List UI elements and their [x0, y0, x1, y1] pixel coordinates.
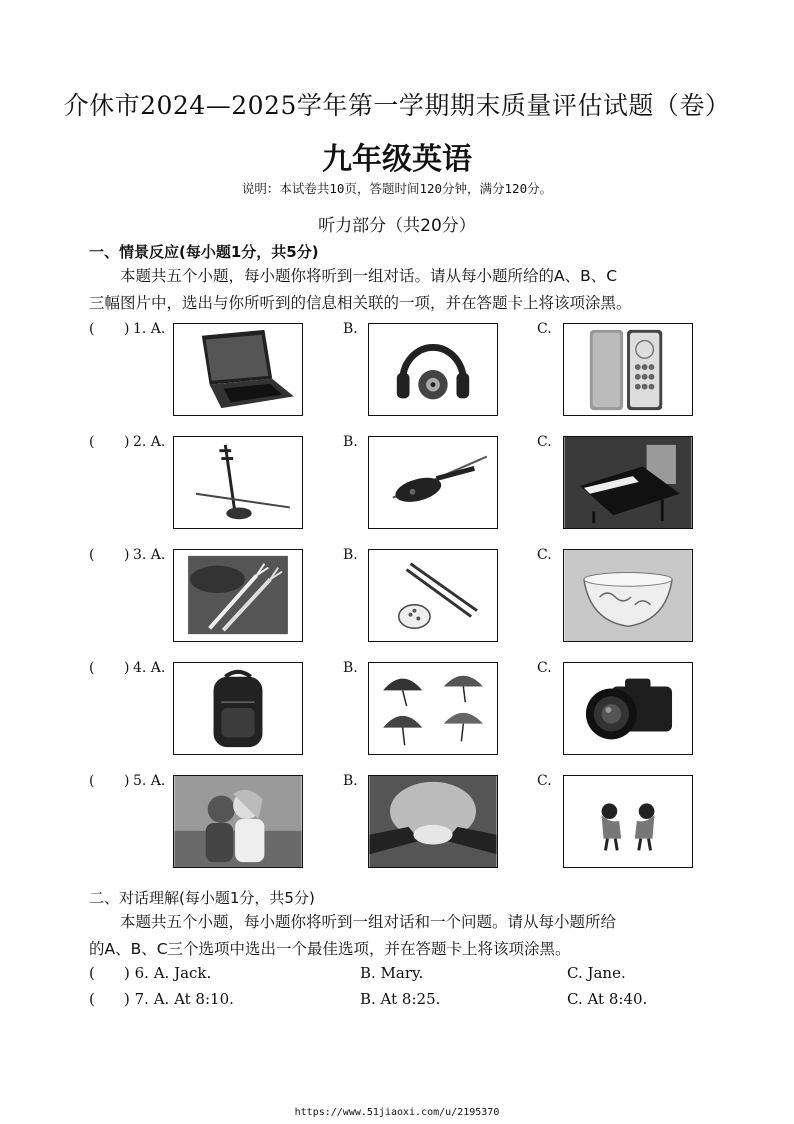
smartphone-image	[563, 323, 693, 416]
footer-url: https://www.51jiaoxi.com/u/2195370	[294, 1107, 500, 1118]
forks-image	[173, 549, 303, 642]
section1-instructions	[89, 263, 709, 317]
question-label: 2. A.	[133, 434, 166, 450]
answer-paren-open: (	[89, 660, 95, 676]
answer-paren-open: (	[89, 547, 95, 563]
exam-title: 介休市2024—2025学年第一学期期末质量评估试题（卷）	[63, 91, 731, 120]
exam-note: 说明：本试卷共10页，答题时间120分钟，满分120分。	[241, 181, 553, 196]
answer-paren-open: (	[89, 321, 95, 337]
question-label: 1. A.	[133, 321, 166, 337]
question-7-option-a: ) 7. A. At 8:10.	[124, 990, 234, 1008]
answer-paren-close: )	[124, 321, 130, 337]
option-b-label: B.	[343, 434, 358, 450]
subject-title: 九年级英语	[322, 142, 472, 177]
hug-image	[173, 775, 303, 868]
handshake-image	[368, 775, 498, 868]
option-c-label: C.	[537, 434, 552, 450]
question-7-option-b: B. At 8:25.	[360, 990, 441, 1008]
section2-instructions-line1: 本题共五个小题，每小题你将听到一组对话和一个问题。请从每小题所给	[120, 913, 617, 931]
question-6-option-a: ) 6. A. Jack.	[124, 964, 212, 982]
section2-instructions-line2: 的A、B、C三个选项中选出一个最佳选项，并在答题卡上将该项涂黑。	[89, 940, 571, 958]
camera-image	[563, 662, 693, 755]
question-label: 4. A.	[133, 660, 166, 676]
answer-paren-open: (	[89, 964, 95, 982]
question-label: 5. A.	[133, 773, 166, 789]
question-label: 3. A.	[133, 547, 166, 563]
backpack-image	[173, 662, 303, 755]
option-b-label: B.	[343, 773, 358, 789]
chopsticks-image	[368, 549, 498, 642]
answer-paren-close: )	[124, 660, 130, 676]
erhu-image	[173, 436, 303, 529]
option-c-label: C.	[537, 547, 552, 563]
piano-image	[563, 436, 693, 529]
option-c-label: C.	[537, 321, 552, 337]
option-b-label: B.	[343, 547, 358, 563]
bowl-image	[563, 549, 693, 642]
section1-heading: 一、情景反应(每小题1分，共5分)	[89, 243, 319, 261]
headphones-image	[368, 323, 498, 416]
answer-paren-open: (	[89, 434, 95, 450]
section2-heading: 二、对话理解(每小题1分，共5分)	[89, 889, 315, 907]
answer-paren-open: (	[89, 773, 95, 789]
question-7-option-c: C. At 8:40.	[567, 990, 648, 1008]
option-b-label: B.	[343, 321, 358, 337]
answer-paren-close: )	[124, 773, 130, 789]
answer-paren-close: )	[124, 547, 130, 563]
option-c-label: C.	[537, 660, 552, 676]
option-b-label: B.	[343, 660, 358, 676]
laptop-image	[173, 323, 303, 416]
option-c-label: C.	[537, 773, 552, 789]
section2-instructions	[89, 909, 709, 963]
umbrellas-image	[368, 662, 498, 755]
section1-instructions-line1: 本题共五个小题，每小题你将听到一组对话。请从每小题所给的A、B、C	[120, 267, 618, 285]
section1-instructions-line2: 三幅图片中，选出与你所听到的信息相关联的一项，并在答题卡上将该项涂黑。	[89, 294, 632, 312]
answer-paren-open: (	[89, 990, 95, 1008]
answer-paren-close: )	[124, 434, 130, 450]
question-6-option-c: C. Jane.	[567, 964, 626, 982]
listening-part-title: 听力部分（共20分）	[318, 216, 476, 236]
violin-image	[368, 436, 498, 529]
bow-image	[563, 775, 693, 868]
question-6-option-b: B. Mary.	[360, 964, 424, 982]
